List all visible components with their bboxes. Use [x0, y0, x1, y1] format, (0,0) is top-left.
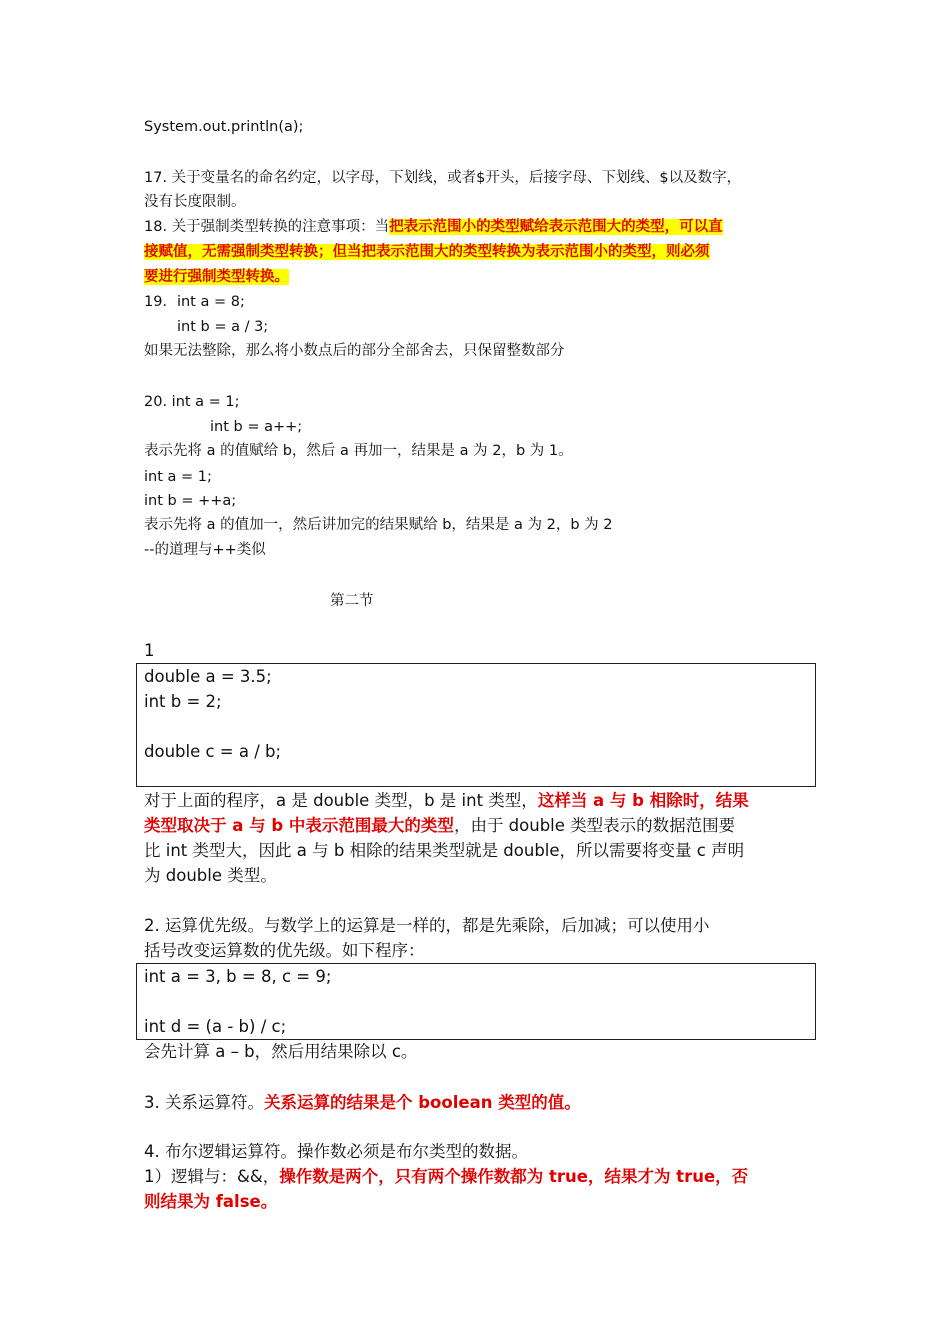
note-17-line1: 17. 关于变量名的命名约定，以字母，下划线，或者$开头，后接字母、下划线、$以及数字， [144, 170, 742, 186]
para-3 [144, 1091, 581, 1115]
note-18-prefix: 18. 关于强制类型转换的注意事项：当 [144, 219, 390, 235]
note-19-text: 如果无法整除，那么将小数点后的部分全部舍去，只保留整数部分 [144, 343, 565, 359]
para-4-line3 [144, 1190, 277, 1214]
code-line: System.out.println(a); [144, 119, 304, 135]
code-line: double c = a / b; [144, 742, 282, 761]
para-3-emphasis: 关系运算的结果是个 boolean 类型的值。 [264, 1093, 581, 1112]
note-18-highlight: 把表示范围小的类型赋给表示范围大的类型，可以直 [389, 219, 723, 235]
note-18-line1 [144, 217, 723, 237]
para-1-line2 [144, 814, 735, 838]
para-1-text: ，由于 double 类型表示的数据范围要 [453, 816, 736, 835]
para-1-emphasis: 类型取决于 a 与 b 中表示范围最大的类型 [144, 816, 454, 835]
note-18-highlight: 接赋值，无需强制类型转换；但当把表示范围大的类型转换为表示范围小的类型，则必须 [144, 244, 710, 260]
para-1-emphasis: 这样当 a 与 b 相除时，结果 [537, 791, 749, 810]
para-4-emphasis: 操作数是两个，只有两个操作数都为 true，结果才为 true，否 [279, 1167, 749, 1186]
code-line: int a = 3, b = 8, c = 9; [144, 967, 332, 986]
code-line: int d = (a - b) / c; [144, 1017, 287, 1036]
para-4-text: 1）逻辑与：&&， [144, 1167, 280, 1186]
note-18-line2 [144, 242, 710, 262]
item-1-number: 1 [144, 641, 155, 660]
para-2-line1: 2. 运算优先级。与数学上的运算是一样的，都是先乘除，后加减；可以使用小 [144, 916, 710, 935]
note-20-text1: 表示先将 a 的值赋给 b，然后 a 再加一，结果是 a 为 2，b 为 1。 [144, 443, 573, 459]
para-1-line3: 比 int 类型大，因此 a 与 b 相除的结果类型就是 double，所以需要将变量 c 声明 [144, 841, 745, 860]
note-20-code4: int b = ++a; [144, 493, 237, 509]
code-box-1 [136, 663, 816, 787]
code-line: int b = 2; [144, 692, 222, 711]
note-20-text3: --的道理与++类似 [144, 542, 266, 558]
note-17-line2: 没有长度限制。 [144, 194, 246, 210]
para-1-line4: 为 double 类型。 [144, 866, 277, 885]
note-19-code1: 19．int a = 8; [144, 294, 245, 310]
para-4-emphasis: 则结果为 false。 [144, 1192, 278, 1211]
para-2-line3: 会先计算 a – b，然后用结果除以 c。 [144, 1042, 418, 1061]
para-1-text: 对于上面的程序，a 是 double 类型，b 是 int 类型， [144, 791, 538, 810]
note-18-line3 [144, 267, 289, 287]
para-4-line2 [144, 1165, 748, 1189]
note-20-code3: int a = 1; [144, 469, 212, 485]
note-19-code2: int b = a / 3; [177, 319, 269, 335]
para-1-line1 [144, 789, 749, 813]
code-line: double a = 3.5; [144, 667, 272, 686]
section-heading: 第二节 [330, 593, 374, 609]
note-18-highlight: 要进行强制类型转换。 [144, 269, 289, 285]
para-2-line2: 括号改变运算数的优先级。如下程序： [144, 941, 425, 960]
note-20-code2: int b = a++; [210, 419, 303, 435]
note-20-code1: 20. int a = 1; [144, 394, 240, 410]
para-3-text: 3. 关系运算符。 [144, 1093, 264, 1112]
para-4-line1: 4. 布尔逻辑运算符。操作数必须是布尔类型的数据。 [144, 1142, 528, 1161]
note-20-text2: 表示先将 a 的值加一，然后讲加完的结果赋给 b，结果是 a 为 2，b 为 2 [144, 517, 613, 533]
code-box-2 [136, 963, 816, 1040]
